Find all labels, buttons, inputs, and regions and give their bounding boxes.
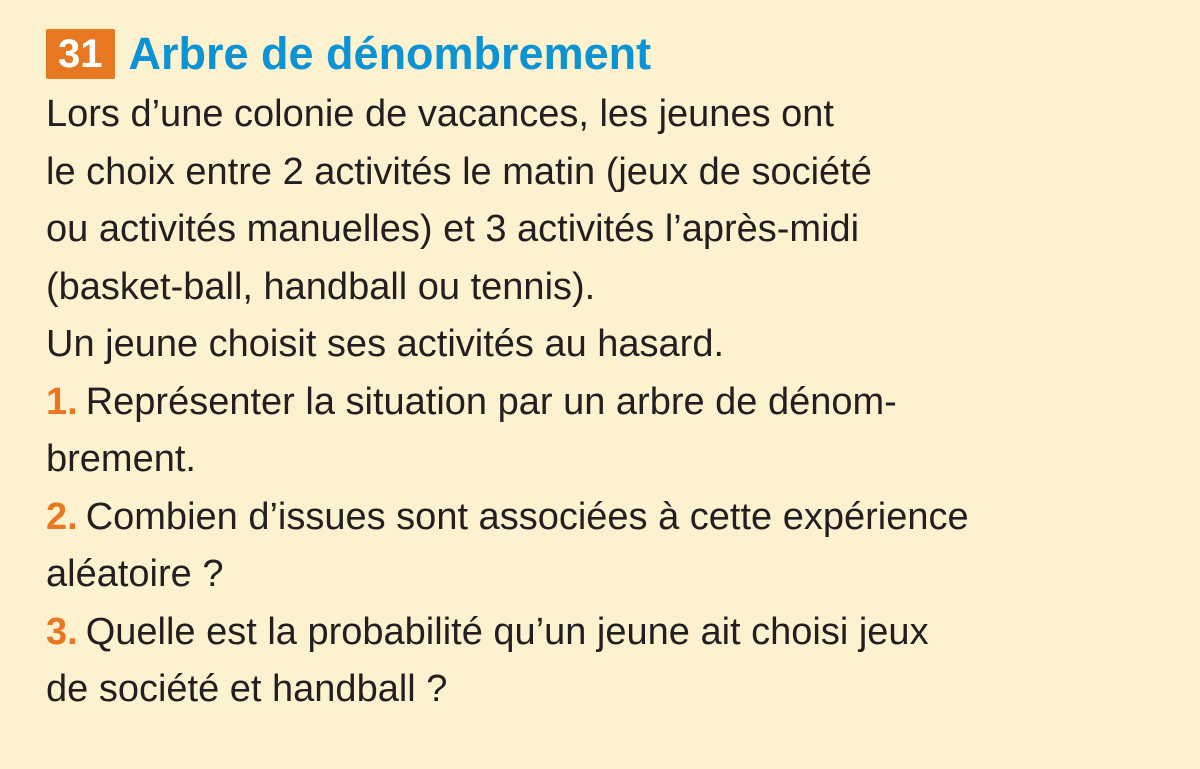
statement-line: le choix entre 2 activités le matin (jeux de société bbox=[46, 150, 872, 193]
exercise-body bbox=[46, 86, 1176, 719]
statement-line: Lors d’une colonie de vacances, les jeunes ont bbox=[46, 93, 834, 135]
question-1-line-1 bbox=[46, 374, 1176, 432]
question-1-number: 1. bbox=[46, 380, 78, 423]
statement-line: ou activités manuelles) et 3 activités l’après-midi bbox=[46, 208, 860, 250]
question-2-line-2: aléatoire ? bbox=[46, 553, 224, 595]
exercise-block bbox=[46, 26, 1176, 719]
question-3-line-1 bbox=[46, 604, 1176, 662]
exercise-header bbox=[46, 26, 1176, 82]
exercise-title: Arbre de dénombrement bbox=[128, 28, 652, 79]
statement-line: (basket-ball, handball ou tennis). bbox=[46, 265, 596, 308]
question-3-number: 3. bbox=[46, 610, 78, 653]
statement-line: Un jeune choisit ses activités au hasard. bbox=[46, 323, 725, 365]
exercise-number-badge: 31 bbox=[46, 29, 115, 79]
question-1-text: Représenter la situation par un arbre de dénom- bbox=[85, 380, 897, 423]
question-2-line-1 bbox=[46, 489, 1176, 547]
question-3-text: Quelle est la probabilité qu’un jeune ait choisi jeux bbox=[85, 610, 929, 653]
question-1-line-2: brement. bbox=[46, 438, 196, 480]
question-2-number: 2. bbox=[46, 495, 78, 538]
question-3-line-2: de société et handball ? bbox=[46, 668, 448, 710]
question-2-text: Combien d’issues sont associées à cette expérience bbox=[85, 495, 969, 538]
